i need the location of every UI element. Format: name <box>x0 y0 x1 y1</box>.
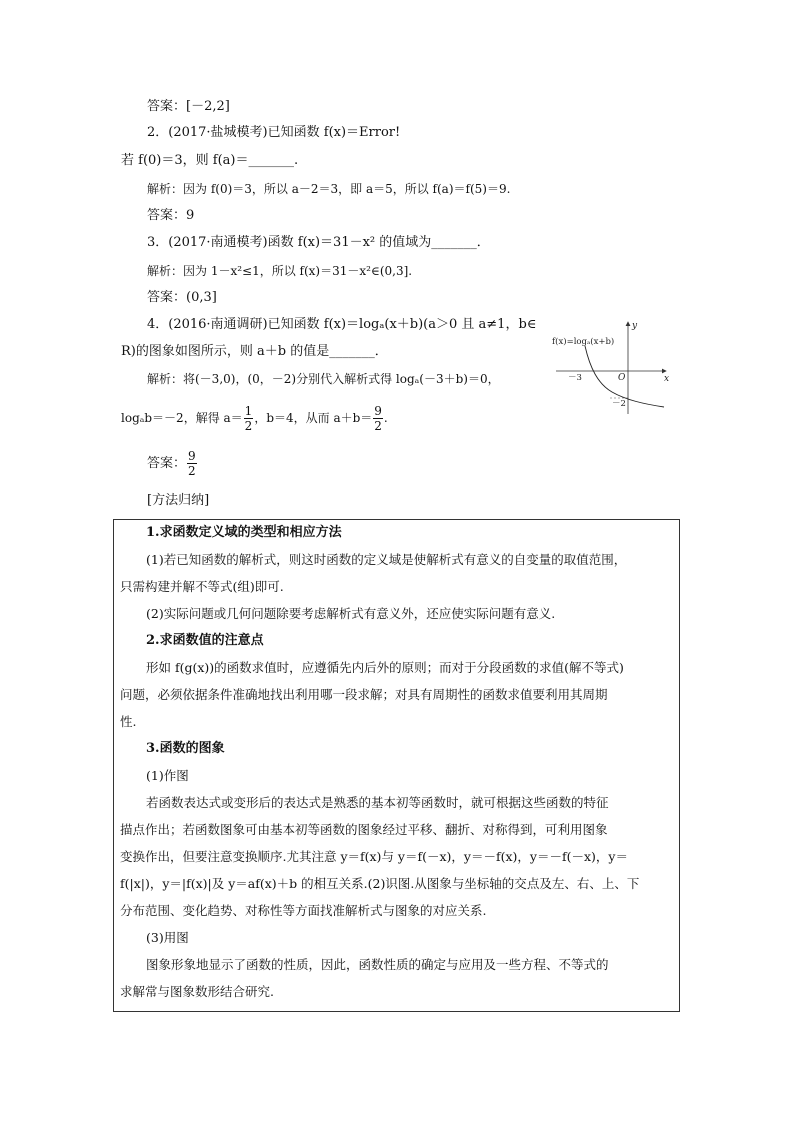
section-heading-3: 3.函数的图象 <box>146 741 225 756</box>
paragraph-4-line-5: 分布范围、变化趋势、对称性等方面找准解析式与图象的对应关系. <box>120 903 487 918</box>
method-summary-title: [方法归纳] <box>147 493 210 508</box>
paragraph-1-line-1: (1)若已知函数的解析式，则这时函数的定义域是使解析式有意义的自变量的取值范围， <box>146 552 627 567</box>
question-4-solution-line-2 <box>121 400 388 436</box>
paragraph-4-line-4: f(|x|)，y＝|f(x)|及 y＝af(x)＋b 的相互关系.(2)识图.从图象与坐标轴的交点及左、右、上、下 <box>120 876 640 891</box>
x-axis-label: x <box>664 374 670 384</box>
y-axis-label: y <box>632 321 638 331</box>
answer-fraction <box>187 449 197 478</box>
paragraph-4-line-3: 变换作出，但要注意变换顺序.尤其注意 y＝f(x)与 y＝f(－x)，y＝－f(x)，y＝－f(－x)，y＝ <box>120 849 628 864</box>
question-4-line-2: R)的图象如图所示，则 a＋b 的值是_______． <box>121 344 388 359</box>
section-heading-2: 2.求函数值的注意点 <box>146 633 264 648</box>
paragraph-3-line-1: 形如 f(g(x))的函数求值时，应遵循先内后外的原则；而对于分段函数的求值(解不等式) <box>146 660 624 675</box>
subheading-use-graph: (3)用图 <box>146 930 189 945</box>
fraction-denominator: 2 <box>188 464 196 478</box>
answer-4 <box>147 446 198 482</box>
tick-label-neg2: －2 <box>612 399 626 409</box>
answer-2: 答案：9 <box>147 208 195 223</box>
fraction-numerator: 1 <box>244 404 253 418</box>
answer-3: 答案：(0,3] <box>147 290 217 305</box>
paragraph-4-line-1: 若函数表达式或变形后的表达式是熟悉的基本初等函数时，就可根据这些函数的特征 <box>146 795 609 810</box>
question-2-solution: 解析：因为 f(0)＝3，所以 a－2＝3，即 a＝5，所以 f(a)＝f(5)＝9. <box>147 182 511 196</box>
question-2-line-1: 2．(2017·盐城模考)已知函数 f(x)＝Error! <box>147 125 401 140</box>
paragraph-3-line-3: 性. <box>120 714 137 729</box>
tick-label-neg3: －3 <box>568 373 582 383</box>
question-2-line-2: 若 f(0)＝3，则 f(a)＝_______. <box>121 153 299 168</box>
paragraph-3-line-2: 问题，必须依据条件准确地找出利用哪一段求解；对具有周期性的函数求值要利用其周期 <box>120 687 608 702</box>
origin-label: O <box>618 373 626 383</box>
paragraph-2: (2)实际问题或几何问题除要考虑解析式有意义外，还应使实际问题有意义. <box>146 606 556 621</box>
function-label: f(x)=logₐ(x+b) <box>552 337 615 347</box>
question-4-line-1: 4．(2016·南通调研)已知函数 f(x)＝logₐ(x＋b)(a＞0 且 a≠1，b∈ <box>147 317 537 332</box>
paragraph-5-line-2: 求解常与图象数形结合研究. <box>120 984 274 999</box>
paragraph-1-line-2: 只需构建并解不等式(组)即可. <box>120 579 284 594</box>
solution-text-c: . <box>383 411 388 425</box>
fraction-denominator: 2 <box>374 419 382 433</box>
fraction-denominator: 2 <box>244 419 253 433</box>
fraction-numerator: 9 <box>374 404 382 418</box>
question-3: 3．(2017·南通模考)函数 f(x)＝31－x² 的值域为_______． <box>147 235 490 250</box>
question-3-solution: 解析：因为 1－x²≤1，所以 f(x)＝31－x²∈(0,3]. <box>147 264 413 278</box>
subheading-draw-graph: (1)作图 <box>146 768 189 783</box>
answer-1: 答案：[－2,2] <box>147 99 230 114</box>
question-4-solution-line-1: 解析：将(－3,0)，(0，－2)分别代入解析式得 logₐ(－3＋b)＝0， <box>147 372 500 386</box>
paragraph-4-line-2: 描点作出；若函数图象可由基本初等函数的图象经过平移、翻折、对称得到，可利用图象 <box>120 822 608 837</box>
solution-text-b: ，b＝4，从而 a＋b＝ <box>254 411 373 425</box>
paragraph-5-line-1: 图象形象地显示了函数的性质，因此，函数性质的确定与应用及一些方程、不等式的 <box>146 957 609 972</box>
method-summary-box <box>113 519 680 1012</box>
section-heading-1: 1.求函数定义域的类型和相应方法 <box>146 525 342 540</box>
fraction-numerator: 9 <box>188 449 196 463</box>
log-function-graph <box>552 318 672 416</box>
fraction-one-half <box>244 404 254 433</box>
solution-text-a: logₐb＝－2，解得 a＝ <box>121 411 243 425</box>
fraction-nine-halves <box>373 404 383 433</box>
answer-label: 答案： <box>147 456 187 471</box>
